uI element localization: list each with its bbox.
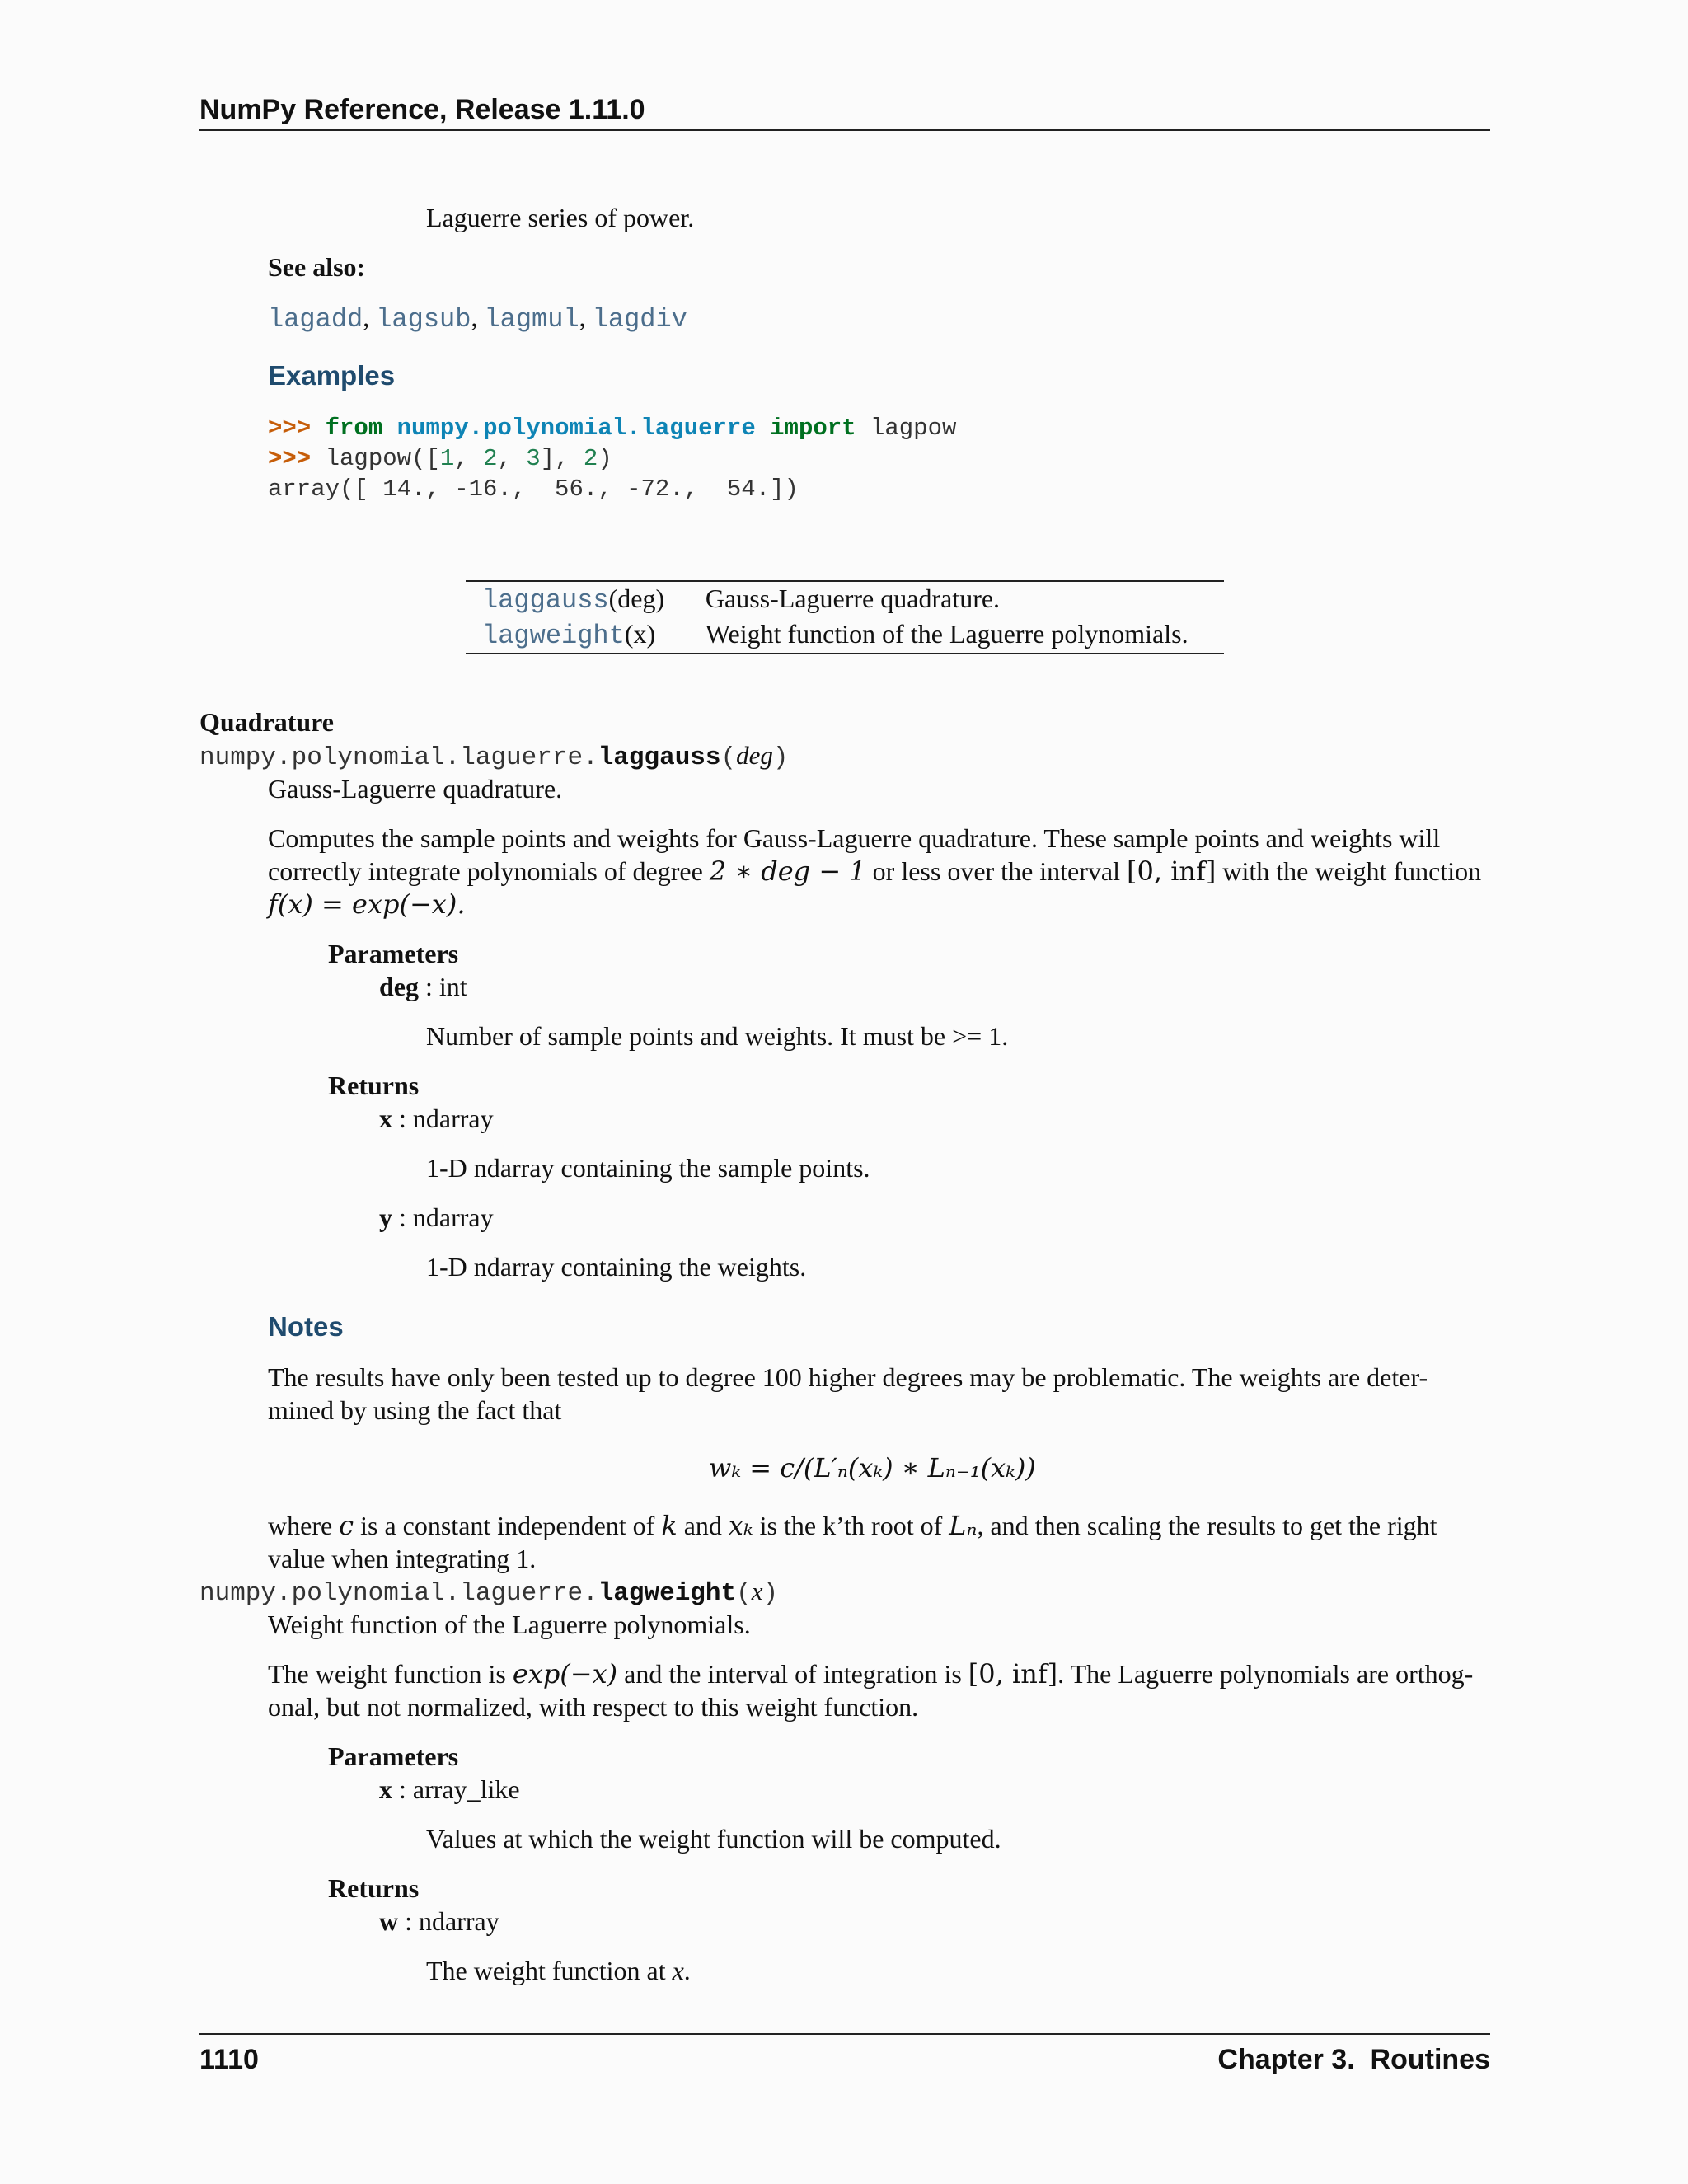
footer-rule [199, 2033, 1490, 2035]
signature-args: (deg) [608, 583, 665, 613]
link-lagadd[interactable]: lagadd [268, 304, 363, 335]
signature-name: laggauss [598, 743, 721, 772]
table-row [466, 581, 1224, 617]
text: correctly integrate polynomials of degree [268, 856, 710, 886]
laggauss-signature: numpy.polynomial.laguerre.laggauss(deg) [199, 741, 789, 772]
text: is the k’th root of [753, 1511, 950, 1540]
math-interval: [0, inf] [1127, 855, 1217, 887]
return-w [379, 1905, 499, 1938]
signature-args: (x) [624, 619, 656, 649]
running-header: NumPy Reference, Release 1.11.0 [199, 94, 645, 125]
see-also-links: lagadd, lagsub, lagmul, lagdiv [268, 302, 687, 335]
text: with the weight function [1216, 856, 1482, 886]
math-degree: 2 ∗ deg − 1 [709, 855, 866, 887]
text: or less over the interval [865, 856, 1127, 886]
text: where [268, 1511, 340, 1540]
text: The weight function is [268, 1659, 513, 1689]
notes-line: The results have only been tested up to degree 100 higher degrees may be problematic. The weights are deter- [268, 1362, 1428, 1392]
imported-name: lagpow [870, 415, 957, 442]
returns-description: Laguerre series of power. [426, 203, 695, 232]
returns-label: Returns [328, 1071, 420, 1100]
signature-param: x [751, 1577, 763, 1605]
signature-param: deg [736, 741, 773, 770]
call-function: lagpow [325, 445, 412, 472]
see-also-label: See also: [268, 252, 366, 282]
code-line-import [268, 414, 956, 443]
lagweight-description-line: onal, but not normalized, with respect to this weight function. [268, 1692, 919, 1722]
module-name: numpy.polynomial.laguerre [396, 415, 756, 442]
math-exp: exp(−x) [512, 1658, 618, 1690]
parameters-label: Parameters [328, 1741, 459, 1771]
math-interval: [0, inf] [968, 1658, 1058, 1690]
keyword-import: import [770, 415, 856, 442]
return-description: 1-D ndarray containing the sample points. [426, 1153, 870, 1183]
arg-number: 3 [526, 445, 541, 472]
arg-number: 1 [439, 445, 455, 472]
signature-name: lagweight [598, 1579, 737, 1608]
param-description: Number of sample points and weights. It must be >= 1. [426, 1021, 1009, 1051]
param-type: : array_like [392, 1774, 520, 1804]
param-type: : int [419, 972, 467, 1001]
text: and [677, 1511, 729, 1540]
prompt: >>> [268, 445, 312, 472]
header-rule [199, 129, 1490, 131]
return-type: : ndarray [392, 1202, 494, 1232]
lagweight-description-line [268, 1657, 1473, 1690]
link-lagsub[interactable]: lagsub [376, 304, 471, 335]
notes-line: value when integrating 1. [268, 1544, 537, 1573]
table-cell-desc: Weight function of the Laguerre polynomials. [705, 619, 1189, 649]
notes-line [268, 1509, 1437, 1542]
param-name: x [379, 1774, 392, 1804]
table-cell-desc: Gauss-Laguerre quadrature. [705, 583, 1001, 613]
table-cell-name [466, 581, 689, 617]
examples-heading: Examples [268, 360, 396, 391]
summary-table [466, 580, 1224, 654]
arg-number: 2 [583, 445, 598, 472]
code-line-call: >>> lagpow([1, 2, 3], 2) [268, 445, 612, 472]
return-type: : ndarray [398, 1906, 499, 1936]
table-cell-name [466, 617, 689, 654]
return-name: x [379, 1104, 392, 1133]
laggauss-summary: Gauss-Laguerre quadrature. [268, 774, 563, 804]
section-title: Quadrature [199, 707, 334, 737]
param-x [379, 1773, 520, 1806]
lagweight-signature: numpy.polynomial.laguerre.lagweight(x) [199, 1577, 779, 1608]
param-deg [379, 970, 467, 1003]
math-x: x [672, 1956, 684, 1985]
math-ln: Lₙ [949, 1510, 978, 1541]
laggauss-description-line: Computes the sample points and weights for Gauss-Laguerre quadrature. These sample points and weights will [268, 823, 1441, 853]
page-number: 1110 [199, 2044, 259, 2075]
signature-prefix: numpy.polynomial.laguerre. [199, 1579, 598, 1608]
signature-prefix: numpy.polynomial.laguerre. [199, 743, 598, 772]
returns-label: Returns [328, 1873, 420, 1903]
weights-equation: wₖ = c/(L′ₙ(xₖ) ∗ Lₙ₋₁(xₖ)) [709, 1452, 1036, 1483]
param-description: Values at which the weight function will be computed. [426, 1824, 1001, 1854]
link-lagdiv[interactable]: lagdiv [592, 304, 687, 335]
text: and the interval of integration is [617, 1659, 968, 1689]
link-lagmul[interactable]: lagmul [484, 304, 579, 335]
math-c: c [339, 1510, 354, 1541]
return-name: y [379, 1202, 392, 1232]
table-row [466, 617, 1224, 654]
text: . The Laguerre polynomials are orthog- [1057, 1659, 1474, 1689]
return-type: : ndarray [392, 1104, 494, 1133]
keyword-from: from [325, 415, 383, 442]
notes-heading: Notes [268, 1311, 344, 1342]
prompt: >>> [268, 415, 312, 442]
text: is a constant independent of [354, 1511, 662, 1540]
arg-number: 2 [483, 445, 498, 472]
return-description: 1-D ndarray containing the weights. [426, 1252, 807, 1282]
text: . [683, 1956, 691, 1985]
text: , and then scaling the results to get the right [977, 1511, 1437, 1540]
return-y [379, 1201, 494, 1234]
lagweight-summary: Weight function of the Laguerre polynomials. [268, 1610, 751, 1639]
math-xk: xₖ [728, 1510, 753, 1541]
link-laggauss[interactable]: laggauss [482, 585, 609, 616]
parameters-label: Parameters [328, 939, 459, 968]
link-lagweight[interactable]: lagweight [482, 621, 625, 651]
return-description [426, 1954, 691, 1987]
math-k: k [661, 1510, 678, 1541]
laggauss-description-line [268, 855, 1481, 888]
chapter-label: Chapter 3. Routines [1217, 2044, 1490, 2075]
return-x [379, 1102, 494, 1135]
code-output: array([ 14., -16., 56., -72., 54.]) [268, 476, 799, 503]
text: The weight function at [426, 1956, 673, 1985]
math-weight-function: f(x) = exp(−x). [268, 888, 466, 920]
return-name: w [379, 1906, 399, 1936]
param-name: deg [379, 972, 419, 1001]
notes-line: mined by using the fact that [268, 1395, 562, 1425]
